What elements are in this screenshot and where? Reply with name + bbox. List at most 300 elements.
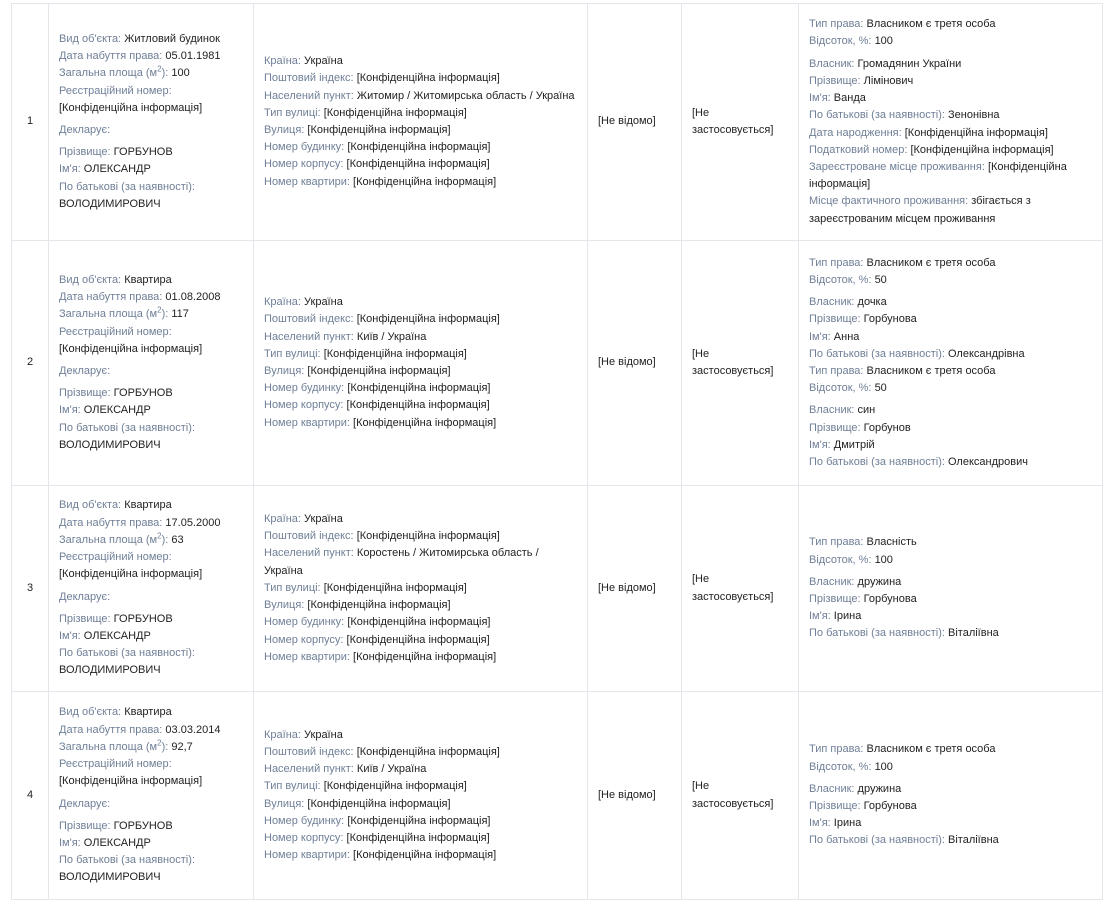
locality-value: Київ / Україна (356, 330, 427, 343)
row-number: 1 (12, 4, 49, 241)
area-label (59, 531, 169, 546)
owner-name (809, 815, 1092, 832)
owner-surname (809, 591, 1092, 608)
acquired-date (59, 515, 243, 532)
building-number-value: [Конфіденційна інформація] (347, 616, 491, 629)
owner-reg-residence (809, 159, 1092, 193)
declarant-label: Декларує: (59, 797, 111, 810)
reg-num-label: Реєстраційний номер: (59, 84, 172, 97)
declarant-name-label: Ім'я: (59, 404, 81, 417)
right-type (809, 16, 1092, 33)
area-label-sup: 2 (157, 64, 162, 74)
owner-label: Власник: (809, 782, 855, 795)
object-type (59, 497, 243, 514)
owner-name (809, 90, 1092, 107)
declarant-surname-label: Прізвище: (59, 387, 111, 400)
declarant-surname-label: Прізвище: (59, 146, 111, 159)
object-type (59, 704, 243, 721)
area-value: 100 (171, 67, 190, 80)
locality-value: Київ / Україна (356, 763, 427, 776)
table-row (12, 486, 1103, 692)
cost-cell: [Не відомо] (588, 692, 682, 900)
owner-actual-residence-label: Місце фактичного проживання: (809, 195, 969, 208)
right-percent-label: Відсоток, %: (809, 35, 872, 48)
apartment-number-label: Номер квартири: (264, 416, 350, 429)
owner-tax-number-label: Податковий номер: (809, 143, 908, 156)
apartment-number-value: [Конфіденційна інформація] (353, 650, 497, 663)
owner-name-label: Ім'я: (809, 610, 831, 623)
owner (809, 574, 1092, 591)
declarant-patronymic-value: ВОЛОДИМИРОВИЧ (59, 871, 161, 884)
owner-tax-number (809, 142, 1092, 159)
owner-name (809, 329, 1092, 346)
right-type-value: Власником є третя особа (866, 743, 996, 756)
right-type-label: Тип права: (809, 536, 864, 549)
area (59, 65, 243, 82)
right-block (809, 16, 1092, 227)
declarant-name (59, 161, 243, 178)
owner-name-value: Ірина (833, 817, 862, 830)
owner-birth-date-value: [Конфіденційна інформація] (904, 126, 1048, 139)
reg-num-value: [Конфіденційна інформація] (59, 775, 203, 788)
acquired-date-label: Дата набуття права: (59, 291, 163, 304)
right-percent-label: Відсоток, %: (809, 273, 872, 286)
postcode (264, 528, 577, 545)
right-block (809, 363, 1092, 471)
locality-label: Населений пункт: (264, 330, 354, 343)
building-number (264, 380, 577, 397)
applies-cell: [Не застосовується] (682, 4, 799, 241)
object-type-value: Житловий будинок (124, 32, 220, 45)
block-number-label: Номер корпусу: (264, 399, 344, 412)
declarant-name-value: ОЛЕКСАНДР (83, 629, 151, 642)
postcode-value: [Конфіденційна інформація] (356, 530, 500, 543)
area (59, 739, 243, 756)
owner-label: Власник: (809, 404, 855, 417)
area-label-suffix: ): (161, 533, 169, 546)
declarant-surname (59, 818, 243, 835)
owner-label: Власник: (809, 57, 855, 70)
locality-label: Населений пункт: (264, 547, 354, 560)
declarant-surname (59, 611, 243, 628)
right-block (809, 534, 1092, 642)
reg-num-value: [Конфіденційна інформація] (59, 342, 203, 355)
owner-value: дружина (857, 575, 902, 588)
street-type-value: [Конфіденційна інформація] (323, 106, 467, 119)
property-table (11, 3, 1103, 900)
country-label: Країна: (264, 728, 301, 741)
apartment-number-value: [Конфіденційна інформація] (353, 175, 497, 188)
street-type (264, 105, 577, 122)
area-value: 63 (171, 533, 184, 546)
country (264, 511, 577, 528)
object-type (59, 272, 243, 289)
owner-value: син (857, 404, 876, 417)
postcode-value: [Конфіденційна інформація] (356, 745, 500, 758)
declarant-patronymic-value: ВОЛОДИМИРОВИЧ (59, 438, 161, 451)
right-percent (809, 272, 1092, 289)
declarant-label: Декларує: (59, 365, 111, 377)
owner-value: дружина (857, 782, 902, 795)
street (264, 363, 577, 380)
owner-name-value: Ірина (833, 610, 862, 623)
apartment-number-label: Номер квартири: (264, 849, 350, 862)
block-number-label: Номер корпусу: (264, 633, 344, 646)
declarant-name-label: Ім'я: (59, 629, 81, 642)
building-number-label: Номер будинку: (264, 616, 345, 629)
right-type-value: Власником є третя особа (866, 256, 996, 269)
postcode-label: Поштовий індекс: (264, 745, 354, 758)
country-value: Україна (304, 728, 343, 741)
declarant-patronymic-value: ВОЛОДИМИРОВИЧ (59, 664, 161, 677)
country (264, 53, 577, 70)
declarant-surname (59, 144, 243, 161)
owner (809, 781, 1092, 798)
area-label-suffix: ): (161, 740, 169, 753)
block-number-label: Номер корпусу: (264, 831, 344, 844)
owner-name-label: Ім'я: (809, 438, 831, 451)
owner-name-label: Ім'я: (809, 92, 831, 105)
declarant-name (59, 835, 243, 852)
street-type-label: Тип вулиці: (264, 581, 321, 594)
acquired-date-value: 03.03.2014 (165, 723, 221, 736)
apartment-number (264, 174, 577, 191)
block-number-value: [Конфіденційна інформація] (346, 158, 490, 171)
object-cell (49, 4, 254, 241)
locality-label: Населений пункт: (264, 763, 354, 776)
building-number-label: Номер будинку: (264, 382, 345, 395)
street-value: [Конфіденційна інформація] (307, 365, 451, 377)
apartment-number (264, 415, 577, 432)
country-value: Україна (304, 513, 343, 526)
owner-value: Громадянин України (857, 57, 962, 70)
area-label-prefix: Загальна площа (м (59, 308, 158, 321)
owner-surname (809, 420, 1092, 437)
address-cell (254, 486, 588, 692)
object-cell (49, 486, 254, 692)
locality (264, 545, 577, 579)
apartment-number-label: Номер квартири: (264, 175, 350, 188)
owner-surname (809, 311, 1092, 328)
address-cell (254, 692, 588, 900)
street-value: [Конфіденційна інформація] (307, 797, 451, 810)
right-percent-value: 50 (874, 382, 887, 395)
rights-cell (799, 241, 1103, 486)
block-number-value: [Конфіденційна інформація] (346, 831, 490, 844)
acquired-date (59, 722, 243, 739)
area-label-sup: 2 (157, 305, 162, 315)
owner-reg-residence-value: [Конфіденційна інформація] (809, 160, 1067, 191)
reg-num-label: Реєстраційний номер: (59, 551, 172, 564)
owner-tax-number-value: [Конфіденційна інформація] (910, 143, 1054, 156)
area-value: 92,7 (171, 740, 193, 753)
object-type-label: Вид об'єкта: (59, 273, 122, 286)
country (264, 727, 577, 744)
building-number (264, 813, 577, 830)
right-type (809, 534, 1092, 551)
apartment-number-value: [Конфіденційна інформація] (353, 416, 497, 429)
building-number (264, 139, 577, 156)
area-label-suffix: ): (161, 308, 169, 321)
rights-cell (799, 4, 1103, 241)
street-type-value: [Конфіденційна інформація] (323, 581, 467, 594)
street-type (264, 580, 577, 597)
street-type-label: Тип вулиці: (264, 347, 321, 360)
locality (264, 761, 577, 778)
right-type (809, 255, 1092, 272)
declarant-label: Декларує: (59, 124, 111, 136)
country-value: Україна (304, 55, 343, 68)
street-label: Вулиця: (264, 124, 305, 136)
object-type-label: Вид об'єкта: (59, 32, 122, 45)
acquired-date-value: 01.08.2008 (165, 291, 221, 304)
apartment-number-value: [Конфіденційна інформація] (353, 849, 497, 862)
area-label (59, 64, 169, 80)
street (264, 796, 577, 813)
cost-cell: [Не відомо] (588, 4, 682, 241)
owner-surname (809, 798, 1092, 815)
applies-cell: [Не застосовується] (682, 241, 799, 486)
area-label-suffix: ): (161, 67, 169, 80)
object-type (59, 31, 243, 48)
street-type-value: [Конфіденційна інформація] (323, 347, 467, 360)
acquired-date-value: 17.05.2000 (165, 516, 221, 529)
applies-cell: [Не застосовується] (682, 486, 799, 692)
owner-surname-value: Горбунова (863, 593, 917, 605)
declarant-surname-label: Прізвище: (59, 819, 111, 832)
acquired-date-label: Дата набуття права: (59, 723, 163, 736)
area-value: 117 (171, 308, 189, 321)
object-type-value: Квартира (124, 499, 172, 512)
area (59, 532, 243, 549)
owner-reg-residence-label: Зареєстроване місце проживання: (809, 160, 985, 173)
postcode-label: Поштовий індекс: (264, 313, 354, 326)
street-label: Вулиця: (264, 599, 305, 612)
country-label: Країна: (264, 55, 301, 68)
right-percent (809, 759, 1092, 776)
address-cell (254, 4, 588, 241)
owner-patronymic (809, 454, 1092, 471)
right-percent-label: Відсоток, %: (809, 553, 872, 566)
acquired-date-label: Дата набуття права: (59, 516, 163, 529)
street-label: Вулиця: (264, 797, 305, 810)
right-block (809, 741, 1092, 849)
declarant-name (59, 402, 243, 419)
owner-name (809, 437, 1092, 454)
right-percent (809, 552, 1092, 569)
reg-num-label: Реєстраційний номер: (59, 758, 172, 771)
declarant-name-value: ОЛЕКСАНДР (83, 163, 151, 176)
street-type (264, 346, 577, 363)
postcode-value: [Конфіденційна інформація] (356, 313, 500, 326)
owner-name-label: Ім'я: (809, 330, 831, 343)
right-percent (809, 33, 1092, 50)
locality-value: Житомир / Житомирська область / Україна (356, 89, 575, 102)
owner-name-label: Ім'я: (809, 817, 831, 830)
area-label-prefix: Загальна площа (м (59, 533, 158, 546)
owner-label: Власник: (809, 296, 855, 309)
right-percent-value: 100 (874, 553, 893, 566)
table-row (12, 692, 1103, 900)
owner-surname-label: Прізвище: (809, 74, 861, 87)
area-label-sup: 2 (157, 738, 162, 748)
right-percent-value: 100 (874, 760, 893, 773)
declarant-surname-label: Прізвище: (59, 612, 111, 625)
owner (809, 294, 1092, 311)
postcode-label: Поштовий індекс: (264, 72, 354, 85)
declarant-label: Декларує: (59, 590, 111, 603)
object-type-value: Квартира (124, 273, 172, 286)
rights-cell (799, 692, 1103, 900)
country-label: Країна: (264, 513, 301, 526)
owner-birth-date-label: Дата народження: (809, 126, 902, 139)
reg-num-value: [Конфіденційна інформація] (59, 568, 203, 581)
declarant-surname-value: ГОРБУНОВ (113, 387, 173, 400)
block-number-value: [Конфіденційна інформація] (346, 633, 490, 646)
rights-cell (799, 486, 1103, 692)
cost-cell: [Не відомо] (588, 486, 682, 692)
address-cell (254, 241, 588, 486)
street-value: [Конфіденційна інформація] (307, 599, 451, 612)
object-type-value: Квартира (124, 706, 172, 719)
street-type (264, 778, 577, 795)
declarant-name (59, 628, 243, 645)
owner-actual-residence (809, 193, 1092, 227)
row-number: 4 (12, 692, 49, 900)
acquired-date (59, 48, 243, 65)
locality-label: Населений пункт: (264, 89, 354, 102)
area-label-prefix: Загальна площа (м (59, 740, 158, 753)
block-number (264, 156, 577, 173)
reg-num-label: Реєстраційний номер: (59, 325, 172, 338)
declarant-patronymic-label: По батькові (за наявності): (59, 647, 195, 660)
owner-label: Власник: (809, 575, 855, 588)
right-type-label: Тип права: (809, 365, 864, 377)
area-label-prefix: Загальна площа (м (59, 67, 158, 80)
area-label (59, 305, 169, 321)
owner-patronymic-label: По батькові (за наявності): (809, 109, 945, 122)
object-type-label: Вид об'єкта: (59, 499, 122, 512)
owner-surname-value: Горбунов (863, 421, 911, 434)
right-percent-value: 50 (874, 273, 887, 286)
postcode (264, 744, 577, 761)
table-row (12, 241, 1103, 486)
street-type-label: Тип вулиці: (264, 106, 321, 119)
declarant-surname-value: ГОРБУНОВ (113, 612, 173, 625)
owner-patronymic-value: Олександрович (948, 456, 1028, 469)
block-number (264, 632, 577, 649)
owner-birth-date (809, 125, 1092, 142)
locality-value: Коростень / Житомирська область / Україна (264, 547, 539, 577)
street (264, 597, 577, 614)
right-type (809, 363, 1092, 380)
country (264, 294, 577, 311)
declarant-name-label: Ім'я: (59, 836, 81, 849)
acquired-date-value: 05.01.1981 (165, 50, 221, 63)
right-type-label: Тип права: (809, 743, 864, 756)
street-value: [Конфіденційна інформація] (307, 124, 451, 136)
right-type-label: Тип права: (809, 18, 864, 31)
postcode-value: [Конфіденційна інформація] (356, 72, 500, 85)
owner-name (809, 608, 1092, 625)
right-percent-label: Відсоток, %: (809, 382, 872, 395)
owner-name-value: Ванда (833, 92, 866, 105)
apartment-number (264, 649, 577, 666)
declarant-surname (59, 385, 243, 402)
owner-patronymic-label: По батькові (за наявності): (809, 834, 945, 847)
postcode (264, 311, 577, 328)
postcode-label: Поштовий індекс: (264, 530, 354, 543)
owner-patronymic-value: Олександрівна (948, 347, 1025, 360)
owner-surname-value: Горбунова (863, 800, 917, 812)
street (264, 122, 577, 139)
owner-patronymic (809, 625, 1092, 642)
right-percent-label: Відсоток, %: (809, 760, 872, 773)
building-number-label: Номер будинку: (264, 141, 345, 154)
right-block (809, 255, 1092, 363)
owner-patronymic-value: Віталіївна (948, 834, 999, 847)
right-type-label: Тип права: (809, 256, 864, 269)
building-number-label: Номер будинку: (264, 814, 345, 827)
owner-patronymic (809, 346, 1092, 363)
right-type (809, 741, 1092, 758)
block-number-label: Номер корпусу: (264, 158, 344, 171)
building-number-value: [Конфіденційна інформація] (347, 382, 491, 395)
row-number: 2 (12, 241, 49, 486)
building-number (264, 614, 577, 631)
postcode (264, 70, 577, 87)
owner-patronymic-label: По батькові (за наявності): (809, 347, 945, 360)
cost-cell: [Не відомо] (588, 241, 682, 486)
street-type-value: [Конфіденційна інформація] (323, 780, 467, 793)
owner-surname-label: Прізвище: (809, 800, 861, 812)
locality (264, 329, 577, 346)
reg-num-value: [Конфіденційна інформація] (59, 101, 203, 114)
declarant-name-value: ОЛЕКСАНДР (83, 836, 151, 849)
apartment-number (264, 847, 577, 864)
object-cell (49, 241, 254, 486)
declarant-surname-value: ГОРБУНОВ (113, 146, 173, 159)
declarant-patronymic-value: ВОЛОДИМИРОВИЧ (59, 197, 161, 210)
declarant-patronymic-label: По батькові (за наявності): (59, 421, 195, 434)
street-label: Вулиця: (264, 365, 305, 377)
block-number (264, 830, 577, 847)
right-type-value: Власність (866, 536, 917, 549)
area (59, 306, 243, 323)
right-type-value: Власником є третя особа (866, 18, 996, 31)
owner (809, 402, 1092, 419)
owner-patronymic-value: Віталіївна (948, 627, 999, 640)
building-number-value: [Конфіденційна інформація] (347, 141, 491, 154)
owner-patronymic-label: По батькові (за наявності): (809, 456, 945, 469)
block-number-value: [Конфіденційна інформація] (346, 399, 490, 412)
right-percent-value: 100 (874, 35, 893, 48)
owner-surname-label: Прізвище: (809, 421, 861, 434)
area-label-sup: 2 (157, 531, 162, 541)
declarant-name-label: Ім'я: (59, 163, 81, 176)
owner-surname-label: Прізвище: (809, 593, 861, 605)
acquired-date (59, 289, 243, 306)
right-percent (809, 380, 1092, 397)
table-row (12, 4, 1103, 241)
object-cell (49, 692, 254, 900)
owner-name-value: Анна (833, 330, 860, 343)
declarant-patronymic-label: По батькові (за наявності): (59, 180, 195, 193)
owner-surname-value: Лімінович (863, 74, 914, 87)
area-label (59, 738, 169, 753)
owner-name-value: Дмитрій (833, 438, 875, 451)
owner-surname (809, 73, 1092, 90)
